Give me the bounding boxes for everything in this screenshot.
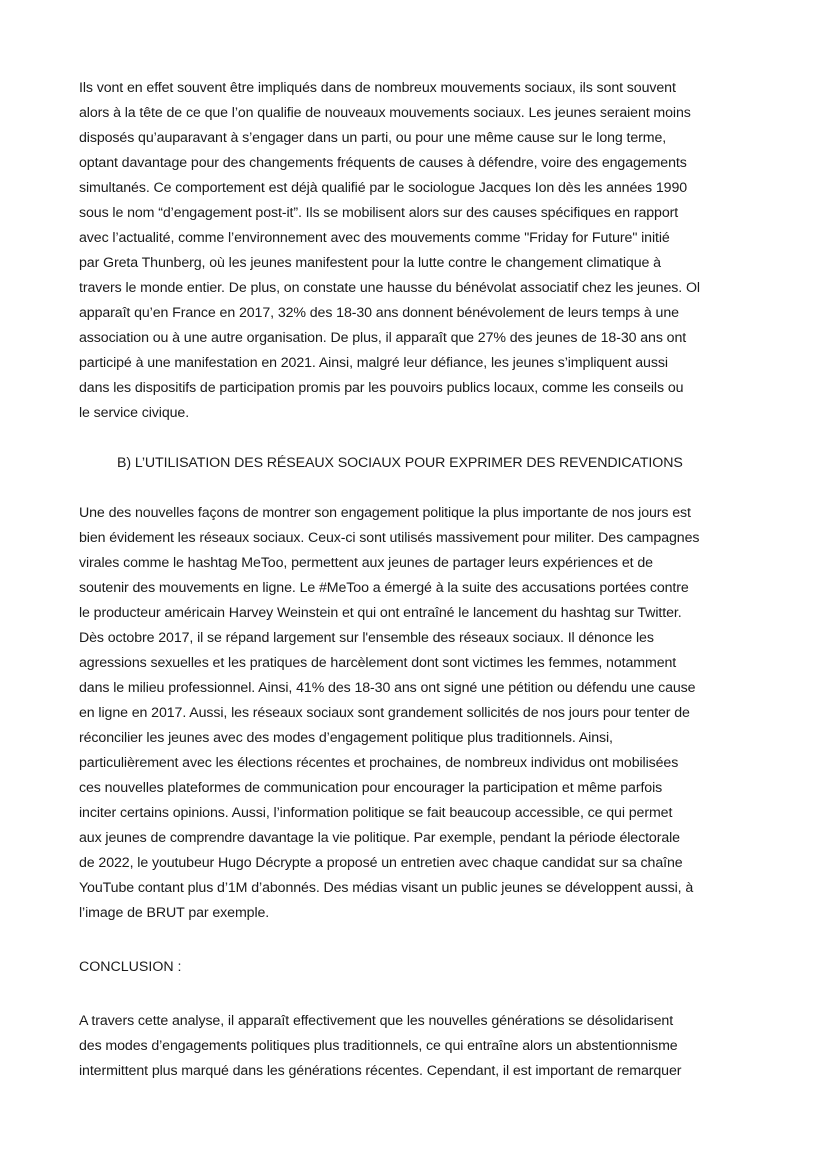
text-line: association ou à une autre organisation. De plus, il apparaît que 27% des jeunes de 18-30 ans ont [79,330,687,346]
text-line: apparaît qu’en France en 2017, 32% des 18-30 ans donnent bénévolement de leurs temps à une [79,305,679,321]
text-line: en ligne en 2017. Aussi, les réseaux sociaux sont grandement sollicités de nos jours pour tenter de [79,705,690,721]
text-line: alors à la tête de ce que l’on qualifie de nouveaux mouvements sociaux. Les jeunes seraient moins [79,105,691,121]
text-line: de 2022, le youtubeur Hugo Décrypte a proposé un entretien avec chaque candidat sur sa chaîne [79,855,683,871]
paragraph-engagement [79,76,759,426]
text-line: virales comme le hashtag MeToo, permettent aux jeunes de partager leurs expériences et de [79,555,653,571]
document-page [79,76,759,1084]
text-line: participé à une manifestation en 2021. Ainsi, malgré leur défiance, les jeunes s’impliquent aussi [79,355,668,371]
text-line: disposés qu’auparavant à s’engager dans un parti, ou pour une même cause sur le long terme, [79,130,667,146]
text-line: avec l’actualité, comme l’environnement avec des mouvements comme "Friday for Future" initié [79,230,670,246]
text-line: A travers cette analyse, il apparaît effectivement que les nouvelles générations se désolidarisent [79,1013,674,1029]
text-line: inciter certains opinions. Aussi, l’information politique se fait beaucoup accessible, ce qui permet [79,805,673,821]
text-line: optant davantage pour des changements fréquents de causes à défendre, voire des engagements [79,155,687,171]
text-line: particulièrement avec les élections récentes et prochaines, de nombreux individus ont mobilisées [79,755,679,771]
text-line: YouTube contant plus d’1M d’abonnés. Des médias visant un public jeunes se développent aussi, à [79,880,694,896]
text-line: par Greta Thunberg, où les jeunes manifestent pour la lutte contre le changement climatique à [79,255,661,271]
text-line: simultanés. Ce comportement est déjà qualifié par le sociologue Jacques Ion dès les années 1990 [79,180,688,196]
text-line: ces nouvelles plateformes de communication pour encourager la participation et même parfois [79,780,663,796]
text-line: des modes d’engagements politiques plus traditionnels, ce qui entraîne alors un abstentionnisme [79,1038,678,1054]
text-line: dans les dispositifs de participation promis par les pouvoirs publics locaux, comme les conseils ou [79,380,684,396]
text-line: intermittent plus marqué dans les générations récentes. Cependant, il est important de remarquer [79,1063,682,1079]
text-line: le producteur américain Harvey Weinstein et qui ont entraîné le lancement du hashtag sur Twitter. [79,605,682,621]
text-line: l’image de BRUT par exemple. [79,905,270,921]
text-line: réconcilier les jeunes avec des modes d’engagement politique plus traditionnels. Ainsi, [79,730,613,746]
text-line: travers le monde entier. De plus, on constate une hausse du bénévolat associatif chez les jeunes. Ol [79,280,700,296]
conclusion-heading: CONCLUSION : [79,959,182,975]
text-line: bien évidement les réseaux sociaux. Ceux-ci sont utilisés massivement pour militer. Des campagnes [79,530,700,546]
text-line: Ils vont en effet souvent être impliqués dans de nombreux mouvements sociaux, ils sont souvent [79,80,676,96]
text-line: soutenir des mouvements en ligne. Le #MeToo a émergé à la suite des accusations portées contre [79,580,689,596]
paragraph-conclusion [79,1009,759,1084]
text-line: dans le milieu professionnel. Ainsi, 41% des 18-30 ans ont signé une pétition ou défendu une cause [79,680,696,696]
text-line: agressions sexuelles et les pratiques de harcèlement dont sont victimes les femmes, notamment [79,655,677,671]
paragraph-social-networks [79,501,759,926]
text-line: aux jeunes de comprendre davantage la vie politique. Par exemple, pendant la période électorale [79,830,680,846]
text-line: Dès octobre 2017, il se répand largement sur l'ensemble des réseaux sociaux. Il dénonce les [79,630,654,646]
text-line: le service civique. [79,405,190,421]
text-line: sous le nom “d’engagement post-it”. Ils se mobilisent alors sur des causes spécifiques en rapport [79,205,679,221]
section-b-heading: B) L’UTILISATION DES RÉSEAUX SOCIAUX POUR EXPRIMER DES REVENDICATIONS [117,455,683,471]
text-line: Une des nouvelles façons de montrer son engagement politique la plus importante de nos jours est [79,505,691,521]
